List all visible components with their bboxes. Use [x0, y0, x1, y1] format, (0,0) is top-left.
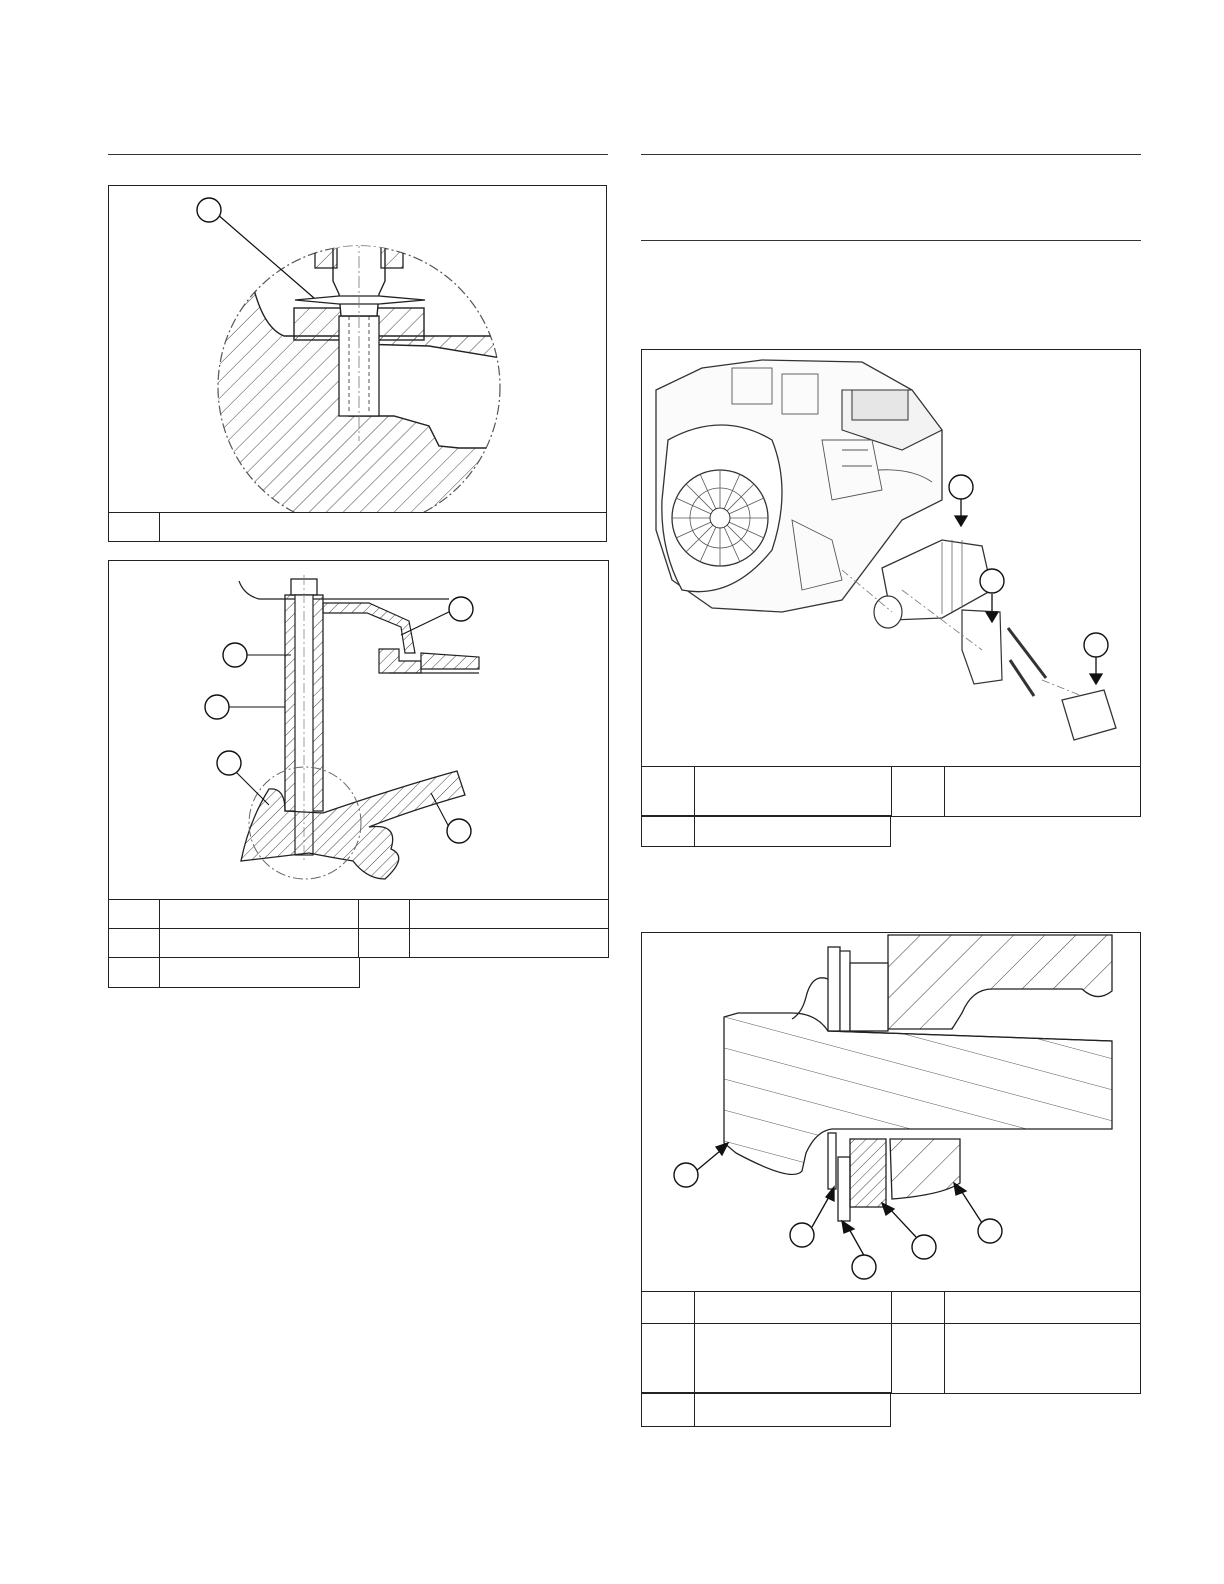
- legend-row: [109, 513, 607, 542]
- legend-desc: [160, 900, 359, 929]
- mounting-bolt: [1008, 628, 1046, 678]
- legend-key: [109, 958, 160, 988]
- starter-bracket: [962, 610, 1002, 684]
- legend-row: [642, 1393, 891, 1427]
- callout-5: [447, 819, 471, 843]
- crankshaft-seal-drawing: [642, 933, 1140, 1291]
- legend-row: [109, 958, 360, 988]
- callout-leader: [235, 771, 269, 805]
- legend-desc: [695, 1292, 892, 1324]
- callout-2: [223, 643, 247, 667]
- mounting-bolt: [1010, 660, 1034, 696]
- legend-key: [642, 1324, 695, 1394]
- legend-key: [892, 767, 945, 817]
- legend-desc: [945, 767, 1141, 817]
- legend-key: [109, 513, 160, 542]
- legend-bushing-detail: [108, 512, 607, 542]
- legend-desc: [160, 513, 607, 542]
- callout-2: [790, 1223, 814, 1247]
- callout-1: [197, 198, 221, 222]
- legend-key: [642, 1393, 695, 1427]
- callout-4: [912, 1235, 936, 1259]
- legend-desc: [160, 958, 360, 988]
- callout-1: [674, 1163, 698, 1187]
- legend-engine-exploded: [641, 766, 1141, 817]
- legend-key: [642, 1292, 695, 1324]
- oil-seal: [850, 1139, 886, 1207]
- figure-crankshaft-seal-section: [641, 932, 1141, 1292]
- crankcase-upper: [888, 935, 1112, 1029]
- callout-1: [949, 475, 973, 499]
- bracket: [323, 603, 415, 653]
- legend-desc: [695, 816, 891, 847]
- legend-crankshaft-seal-last: [641, 1392, 891, 1427]
- legend-desc: [160, 929, 359, 958]
- crankcase-lower: [890, 1139, 960, 1199]
- section-rule-left: [108, 154, 608, 155]
- seal-washer: [838, 1157, 850, 1221]
- bolt-section-drawing: [109, 561, 608, 899]
- legend-desc: [945, 1324, 1141, 1394]
- legend-crankshaft-seal: [641, 1291, 1141, 1394]
- callout-2: [980, 569, 1004, 593]
- legend-key: [109, 929, 160, 958]
- engine-exploded-drawing: [642, 350, 1140, 766]
- washer: [295, 296, 425, 304]
- section-rule-right-top: [641, 154, 1141, 155]
- valve-cover: [852, 390, 908, 420]
- legend-row: [642, 1324, 1141, 1394]
- figure-bushing-detail: [108, 185, 607, 513]
- callout-3: [852, 1255, 876, 1279]
- bushing-detail-drawing: [109, 186, 606, 512]
- legend-desc: [695, 767, 892, 817]
- legend-key: [359, 900, 410, 929]
- legend-desc: [945, 1292, 1141, 1324]
- legend-desc: [695, 1393, 891, 1427]
- seal-lip: [828, 1133, 836, 1189]
- base-casting: [241, 771, 465, 879]
- legend-key: [109, 900, 160, 929]
- legend-key: [892, 1292, 945, 1324]
- legend-key: [892, 1324, 945, 1394]
- legend-desc: [410, 900, 609, 929]
- legend-key: [642, 816, 695, 847]
- callout-3: [205, 695, 229, 719]
- legend-row: [642, 816, 891, 847]
- control-module: [1062, 690, 1116, 740]
- callout-leader: [217, 214, 314, 298]
- callout-3: [1084, 633, 1108, 657]
- callout-4: [217, 751, 241, 775]
- legend-engine-exploded-last: [641, 815, 891, 847]
- legend-row: [642, 767, 1141, 817]
- figure-engine-starter-exploded: [641, 349, 1141, 767]
- legend-bolt-section-last: [108, 957, 360, 988]
- legend-key: [642, 767, 695, 817]
- callout-5: [978, 1219, 1002, 1243]
- legend-row: [109, 900, 609, 929]
- legend-key: [359, 929, 410, 958]
- figure-bolt-section: [108, 560, 609, 900]
- legend-row: [642, 1292, 1141, 1324]
- callout-1: [449, 597, 473, 621]
- legend-desc: [410, 929, 609, 958]
- legend-bolt-section: [108, 899, 609, 958]
- section-rule-right-mid: [641, 240, 1141, 241]
- legend-row: [109, 929, 609, 958]
- legend-desc: [695, 1324, 892, 1394]
